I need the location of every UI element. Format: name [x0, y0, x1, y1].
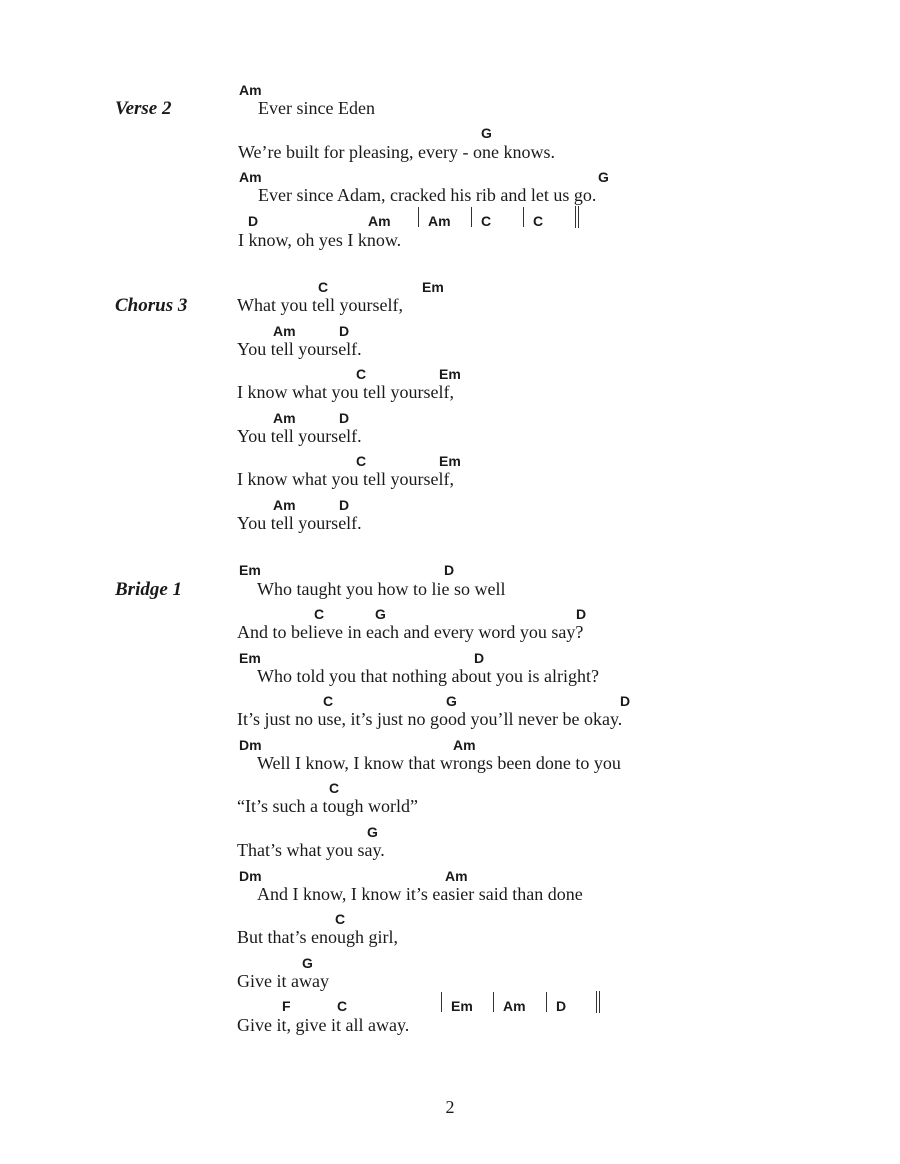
chord: D — [248, 213, 259, 229]
lyric-line: What you tell yourself, — [237, 295, 403, 315]
chord: D — [339, 323, 350, 339]
chord: F — [282, 998, 291, 1014]
lyric-line: That’s what you say. — [237, 840, 385, 860]
lyric-line: And I know, I know it’s easier said than done — [257, 884, 583, 904]
chord: Am — [239, 169, 262, 185]
chord: Em — [239, 562, 261, 578]
chord: Em — [422, 279, 444, 295]
bar-line — [471, 207, 472, 227]
chord: Am — [445, 868, 468, 884]
page-number: 2 — [445, 1097, 455, 1117]
chord: Am — [273, 323, 296, 339]
chord: Em — [439, 366, 461, 382]
chord: G — [375, 606, 386, 622]
section-label-verse-2: Verse 2 — [115, 98, 172, 119]
section-label-chorus-3: Chorus 3 — [115, 295, 188, 316]
lyric-line: Give it away — [237, 971, 329, 991]
chord: Em — [239, 650, 261, 666]
chord: G — [481, 125, 492, 141]
lyric-line: Well I know, I know that wrongs been done to you — [257, 753, 621, 773]
chord: D — [576, 606, 587, 622]
chord: Am — [368, 213, 391, 229]
lyric-line: Who told you that nothing about you is alright? — [257, 666, 599, 686]
chord: G — [598, 169, 609, 185]
bar-line — [441, 992, 442, 1012]
lyric-line: Give it, give it all away. — [237, 1015, 410, 1035]
chord: C — [533, 213, 544, 229]
chord: C — [335, 911, 346, 927]
chord: D — [444, 562, 455, 578]
final-bar-line — [575, 206, 579, 228]
chord: Am — [428, 213, 451, 229]
chord: C — [481, 213, 492, 229]
chord: C — [356, 453, 367, 469]
lyric-line: And to believe in each and every word you say? — [237, 622, 584, 642]
chord: C — [337, 998, 348, 1014]
chord: Am — [453, 737, 476, 753]
chord: G — [446, 693, 457, 709]
chord: C — [323, 693, 334, 709]
lyric-line: “It’s such a tough world” — [237, 796, 418, 816]
chord: D — [474, 650, 485, 666]
lyric-line: You tell yourself. — [237, 426, 362, 446]
chord: C — [314, 606, 325, 622]
lyric-line: Who taught you how to lie so well — [257, 579, 506, 599]
lyric-line: Ever since Eden — [258, 98, 375, 118]
chord: Em — [451, 998, 473, 1014]
lyric-line: Ever since Adam, cracked his rib and let us go. — [258, 185, 597, 205]
lyric-line: It’s just no use, it’s just no good you’ll never be okay. — [237, 709, 623, 729]
bar-line — [493, 992, 494, 1012]
chord: Em — [439, 453, 461, 469]
lyric-line: You tell yourself. — [237, 513, 362, 533]
chord: G — [302, 955, 313, 971]
chord: D — [339, 497, 350, 513]
section-label-bridge-1: Bridge 1 — [115, 579, 183, 600]
chord: Am — [239, 82, 262, 98]
chord: C — [329, 780, 340, 796]
lyric-line: I know what you tell yourself, — [237, 469, 454, 489]
chord: G — [367, 824, 378, 840]
chord: Am — [503, 998, 526, 1014]
lyric-line: We’re built for pleasing, every - one knows. — [238, 142, 555, 162]
chord: D — [556, 998, 567, 1014]
chord: Dm — [239, 868, 262, 884]
lyric-line: But that’s enough girl, — [237, 927, 398, 947]
lyric-line: You tell yourself. — [237, 339, 362, 359]
chord: Am — [273, 497, 296, 513]
bar-line — [418, 207, 419, 227]
chord: C — [318, 279, 329, 295]
chord: D — [620, 693, 631, 709]
chord: Am — [273, 410, 296, 426]
final-bar-line — [596, 991, 600, 1013]
bar-line — [523, 207, 524, 227]
lyric-line: I know, oh yes I know. — [238, 230, 402, 250]
chord: Dm — [239, 737, 262, 753]
lyric-line: I know what you tell yourself, — [237, 382, 454, 402]
chord: D — [339, 410, 350, 426]
chord: C — [356, 366, 367, 382]
bar-line — [546, 992, 547, 1012]
